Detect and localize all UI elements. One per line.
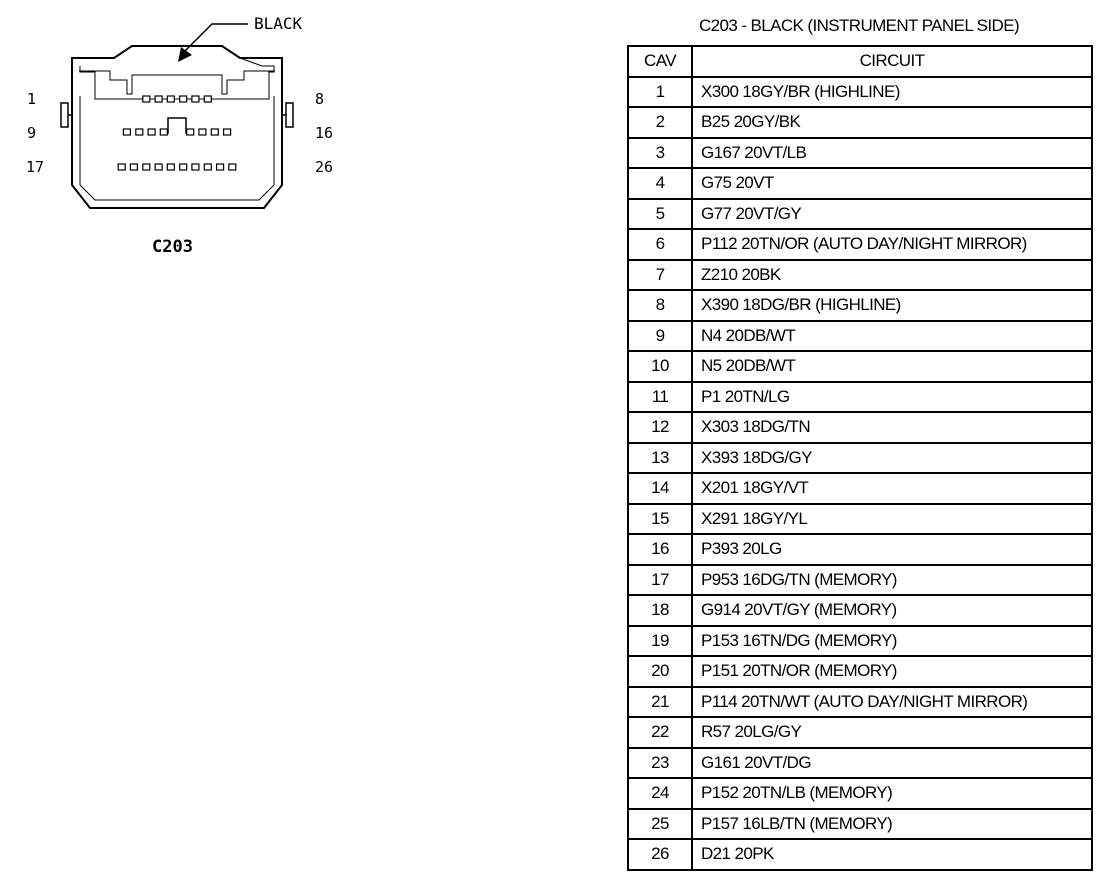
cav-cell: 6 bbox=[628, 229, 692, 260]
cav-cell: 21 bbox=[628, 687, 692, 718]
pin-cavity bbox=[187, 129, 194, 135]
table-row bbox=[628, 443, 1092, 474]
table-row bbox=[628, 687, 1092, 718]
pin-cavity bbox=[217, 164, 224, 170]
table-row bbox=[628, 565, 1092, 596]
cav-cell: 15 bbox=[628, 504, 692, 535]
circuit-cell: P151 20TN/OR (MEMORY) bbox=[692, 656, 1092, 687]
pin-label-17: 17 bbox=[26, 158, 45, 176]
header-cav: CAV bbox=[628, 46, 692, 77]
circuit-cell: G161 20VT/DG bbox=[692, 748, 1092, 779]
table-row bbox=[628, 168, 1092, 199]
table-row bbox=[628, 626, 1092, 657]
pin-cavity bbox=[136, 129, 143, 135]
circuit-cell: P393 20LG bbox=[692, 534, 1092, 565]
pin-cavity bbox=[180, 96, 187, 102]
pin-label-9: 9 bbox=[27, 124, 37, 142]
table-row bbox=[628, 778, 1092, 809]
connector-bottom-inner bbox=[80, 185, 274, 200]
cav-cell: 22 bbox=[628, 717, 692, 748]
pin-cavity bbox=[143, 96, 150, 102]
cav-cell: 26 bbox=[628, 839, 692, 870]
connector-outline bbox=[72, 46, 282, 208]
table-row bbox=[628, 412, 1092, 443]
table-title: C203 - BLACK (INSTRUMENT PANEL SIDE) bbox=[698, 16, 1020, 35]
table-row bbox=[628, 473, 1092, 504]
cav-cell: 17 bbox=[628, 565, 692, 596]
pin-label-1: 1 bbox=[27, 90, 37, 108]
cav-cell: 10 bbox=[628, 351, 692, 382]
pin-label-16: 16 bbox=[315, 124, 334, 142]
callout-arrowhead bbox=[178, 47, 192, 62]
pin-label-26: 26 bbox=[315, 158, 334, 176]
cav-cell: 19 bbox=[628, 626, 692, 657]
table-row bbox=[628, 229, 1092, 260]
table-header-row bbox=[628, 46, 1092, 77]
cav-cell: 2 bbox=[628, 107, 692, 138]
callout-leader bbox=[184, 24, 248, 52]
cav-cell: 1 bbox=[628, 77, 692, 108]
pin-cavity bbox=[167, 96, 174, 102]
circuit-cell: X201 18GY/VT bbox=[692, 473, 1092, 504]
cav-cell: 8 bbox=[628, 290, 692, 321]
table-row bbox=[628, 717, 1092, 748]
circuit-cell: R57 20LG/GY bbox=[692, 717, 1092, 748]
circuit-cell: G77 20VT/GY bbox=[692, 199, 1092, 230]
table-row bbox=[628, 534, 1092, 565]
circuit-cell: P157 16LB/TN (MEMORY) bbox=[692, 809, 1092, 840]
cav-cell: 11 bbox=[628, 382, 692, 413]
pin-cavity bbox=[192, 164, 199, 170]
table-row bbox=[628, 138, 1092, 169]
pin-cavity bbox=[155, 96, 162, 102]
table-row bbox=[628, 199, 1092, 230]
table-row bbox=[628, 351, 1092, 382]
circuit-cell: G914 20VT/GY (MEMORY) bbox=[692, 595, 1092, 626]
table-row bbox=[628, 595, 1092, 626]
cav-cell: 13 bbox=[628, 443, 692, 474]
table-row bbox=[628, 809, 1092, 840]
table-row bbox=[628, 321, 1092, 352]
table-row bbox=[628, 290, 1092, 321]
circuit-cell: P1 20TN/LG bbox=[692, 382, 1092, 413]
table-row bbox=[628, 382, 1092, 413]
circuit-cell: P114 20TN/WT (AUTO DAY/NIGHT MIRROR) bbox=[692, 687, 1092, 718]
cav-cell: 3 bbox=[628, 138, 692, 169]
circuit-cell: D21 20PK bbox=[692, 839, 1092, 870]
connector-diagram bbox=[0, 0, 620, 290]
table-row bbox=[628, 504, 1092, 535]
circuit-cell: P112 20TN/OR (AUTO DAY/NIGHT MIRROR) bbox=[692, 229, 1092, 260]
pin-cavity bbox=[199, 129, 206, 135]
cav-cell: 4 bbox=[628, 168, 692, 199]
color-callout: BLACK bbox=[254, 14, 303, 33]
cav-cell: 24 bbox=[628, 778, 692, 809]
connector-shroud bbox=[79, 71, 275, 94]
pin-cavity bbox=[130, 164, 137, 170]
header-circuit: CIRCUIT bbox=[692, 46, 1092, 77]
left-latch bbox=[61, 103, 68, 127]
cav-cell: 12 bbox=[628, 412, 692, 443]
circuit-cell: N5 20DB/WT bbox=[692, 351, 1092, 382]
circuit-cell: G167 20VT/LB bbox=[692, 138, 1092, 169]
circuit-cell: P152 20TN/LB (MEMORY) bbox=[692, 778, 1092, 809]
circuit-cell: P953 16DG/TN (MEMORY) bbox=[692, 565, 1092, 596]
pin-cavity bbox=[211, 129, 218, 135]
connector-id: C203 bbox=[152, 237, 193, 257]
circuit-cell: X390 18DG/BR (HIGHLINE) bbox=[692, 290, 1092, 321]
pin-cavity bbox=[155, 164, 162, 170]
table-row bbox=[628, 839, 1092, 870]
cav-cell: 25 bbox=[628, 809, 692, 840]
pin-cavities bbox=[118, 96, 236, 170]
cav-cell: 23 bbox=[628, 748, 692, 779]
cav-cell: 18 bbox=[628, 595, 692, 626]
pin-cavity bbox=[204, 96, 211, 102]
cav-cell: 14 bbox=[628, 473, 692, 504]
cav-cell: 16 bbox=[628, 534, 692, 565]
pin-cavity bbox=[160, 129, 167, 135]
circuit-cell: B25 20GY/BK bbox=[692, 107, 1092, 138]
circuit-cell: Z210 20BK bbox=[692, 260, 1092, 291]
keyway bbox=[168, 118, 186, 134]
cav-cell: 7 bbox=[628, 260, 692, 291]
pinout-table bbox=[627, 45, 1093, 871]
table-row bbox=[628, 748, 1092, 779]
pin-cavity bbox=[143, 164, 150, 170]
cav-cell: 9 bbox=[628, 321, 692, 352]
circuit-cell: X393 18DG/GY bbox=[692, 443, 1092, 474]
circuit-cell: P153 16TN/DG (MEMORY) bbox=[692, 626, 1092, 657]
pin-label-8: 8 bbox=[315, 90, 325, 108]
pin-cavity bbox=[192, 96, 199, 102]
pin-cavity bbox=[180, 164, 187, 170]
pin-cavity bbox=[167, 164, 174, 170]
cav-cell: 20 bbox=[628, 656, 692, 687]
right-latch bbox=[286, 103, 293, 127]
cav-cell: 5 bbox=[628, 199, 692, 230]
table-row bbox=[628, 656, 1092, 687]
pin-cavity bbox=[148, 129, 155, 135]
pin-cavity bbox=[118, 164, 125, 170]
circuit-cell: X303 18DG/TN bbox=[692, 412, 1092, 443]
pin-cavity bbox=[204, 164, 211, 170]
connector-inner-outline bbox=[80, 58, 274, 99]
table-row bbox=[628, 107, 1092, 138]
circuit-cell: N4 20DB/WT bbox=[692, 321, 1092, 352]
table-row bbox=[628, 77, 1092, 108]
table-row bbox=[628, 260, 1092, 291]
pin-cavity bbox=[123, 129, 130, 135]
pin-cavity bbox=[224, 129, 231, 135]
pin-cavity bbox=[229, 164, 236, 170]
circuit-cell: X300 18GY/BR (HIGHLINE) bbox=[692, 77, 1092, 108]
circuit-cell: X291 18GY/YL bbox=[692, 504, 1092, 535]
circuit-cell: G75 20VT bbox=[692, 168, 1092, 199]
